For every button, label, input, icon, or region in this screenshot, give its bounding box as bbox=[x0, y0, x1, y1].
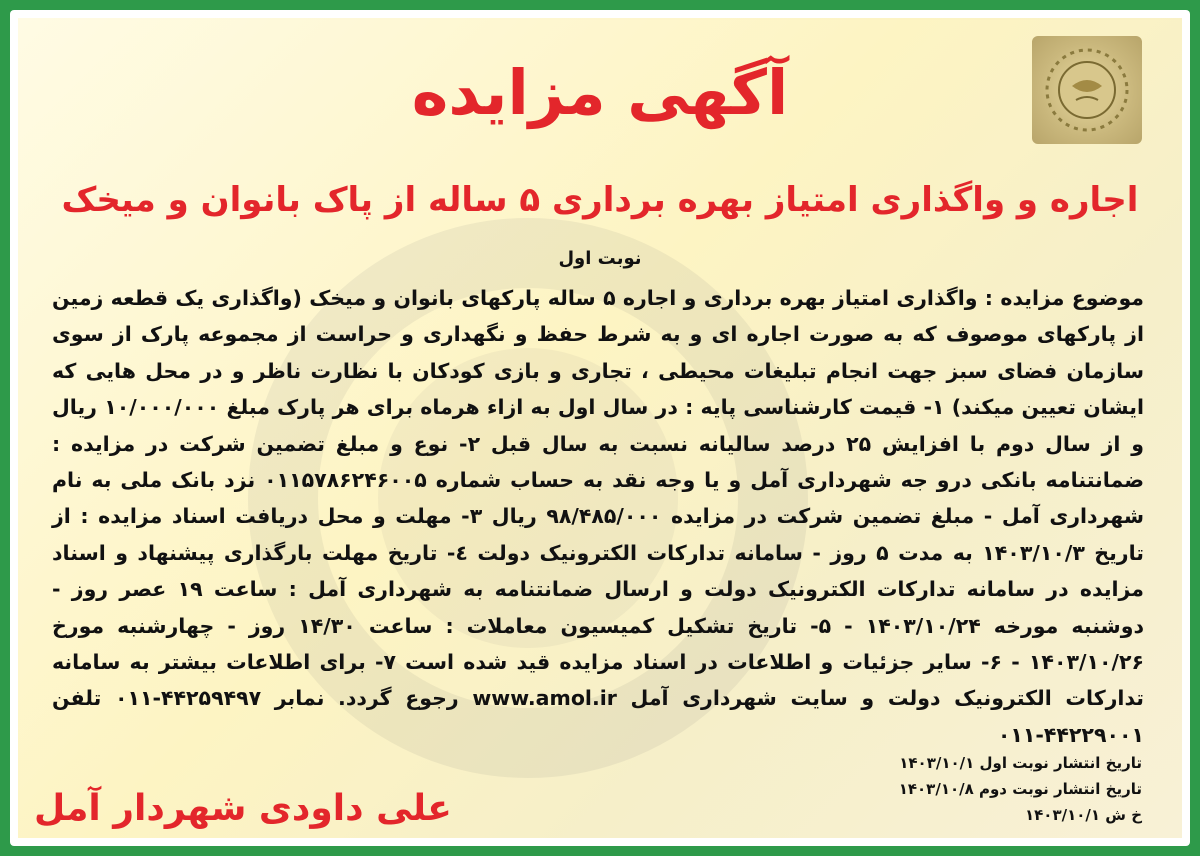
notice-body: موضوع مزایده : واگذاری امتیاز بهره برداری و اجاره ۵ ساله پارکهای بانوان و میخک (واگذاری یک قطعه زمین از پارکهای موصوف که به صورت اجاره ای و به شرط حفظ و نگهداری و حراست از مجموعه پارک از سوی سازمان فضای سبز جهت انجام تبلیغات محیطی ، تجاری و بازی کودکان با نظارت ناظر و در محل هایی که ایشان تعیین میکند) ۱- قیمت کارشناسی پایه : در سال اول به ازاء هرماه برای هر پارک مبلغ ۱۰/۰۰۰/۰۰۰ ریال و از سال دوم با افزایش ۲۵ درصد سالیانه نسبت به سال قبل ۲- نوع و مبلغ تضمین شرکت در مزایده : ضمانتنامه بانکی درو جه شهرداری آمل و یا وجه نقد به حساب شماره ۰۱۱۵۷۸۶۲۴۶۰۰۵ نزد بانک ملی به نام شهرداری آمل - مبلغ تضمین شرکت در مزایده ۹۸/۴۸۵/۰۰۰ ریال ۳- مهلت و محل دریافت اسناد مزایده : از تاریخ ۱۴۰۳/۱۰/۳ به مدت ۵ روز - سامانه تدارکات الکترونیک دولت ٤- تاریخ مهلت بارگذاری پیشنهاد و اسناد مزایده در سامانه تدارکات الکترونیک دولت و ارسال ضمانتنامه به شهرداری آمل : ساعت ۱۹ عصر روز - دوشنبه مورخه ۱۴۰۳/۱۰/۲۴ - ۵- تاریخ تشکیل کمیسیون معاملات : ساعت ۱۴/۳۰ روز - چهارشنبه مورخ ۱۴۰۳/۱۰/۲۶ - ۶- سایر جزئیات و اطلاعات در اسناد مزایده قید شده است ۷- برای اطلاعات بیشتر به سامانه تدارکات الکترونیک دولت و سایت شهرداری آمل www.amol.ir رجوع گردد. نمابر ۴۴۲۵۹۴۹۷-۰۱۱ تلفن ۴۴۲۲۹۰۰۱-۰۱۱ bbox=[52, 286, 1145, 747]
publish-first-date: تاریخ انتشار نوبت اول ۱۴۰۳/۱۰/۱ bbox=[899, 754, 1142, 772]
notice-title: آگهی مزایده bbox=[411, 56, 789, 129]
mayor-signature: علی داودی شهردار آمل bbox=[34, 788, 452, 829]
reference-code: خ ش ۱۴۰۳/۱۰/۱ bbox=[1025, 806, 1142, 824]
publish-second-date: تاریخ انتشار نوبت دوم ۱۴۰۳/۱۰/۸ bbox=[898, 780, 1142, 798]
notice-subtitle: اجاره و واگذاری امتیاز بهره برداری ۵ ساله از پاک بانوان و میخک bbox=[61, 180, 1139, 220]
notice-paper bbox=[18, 18, 1182, 838]
notice-round: نوبت اول bbox=[558, 248, 642, 269]
publish-dates bbox=[899, 750, 1142, 828]
notice-frame bbox=[10, 10, 1190, 846]
